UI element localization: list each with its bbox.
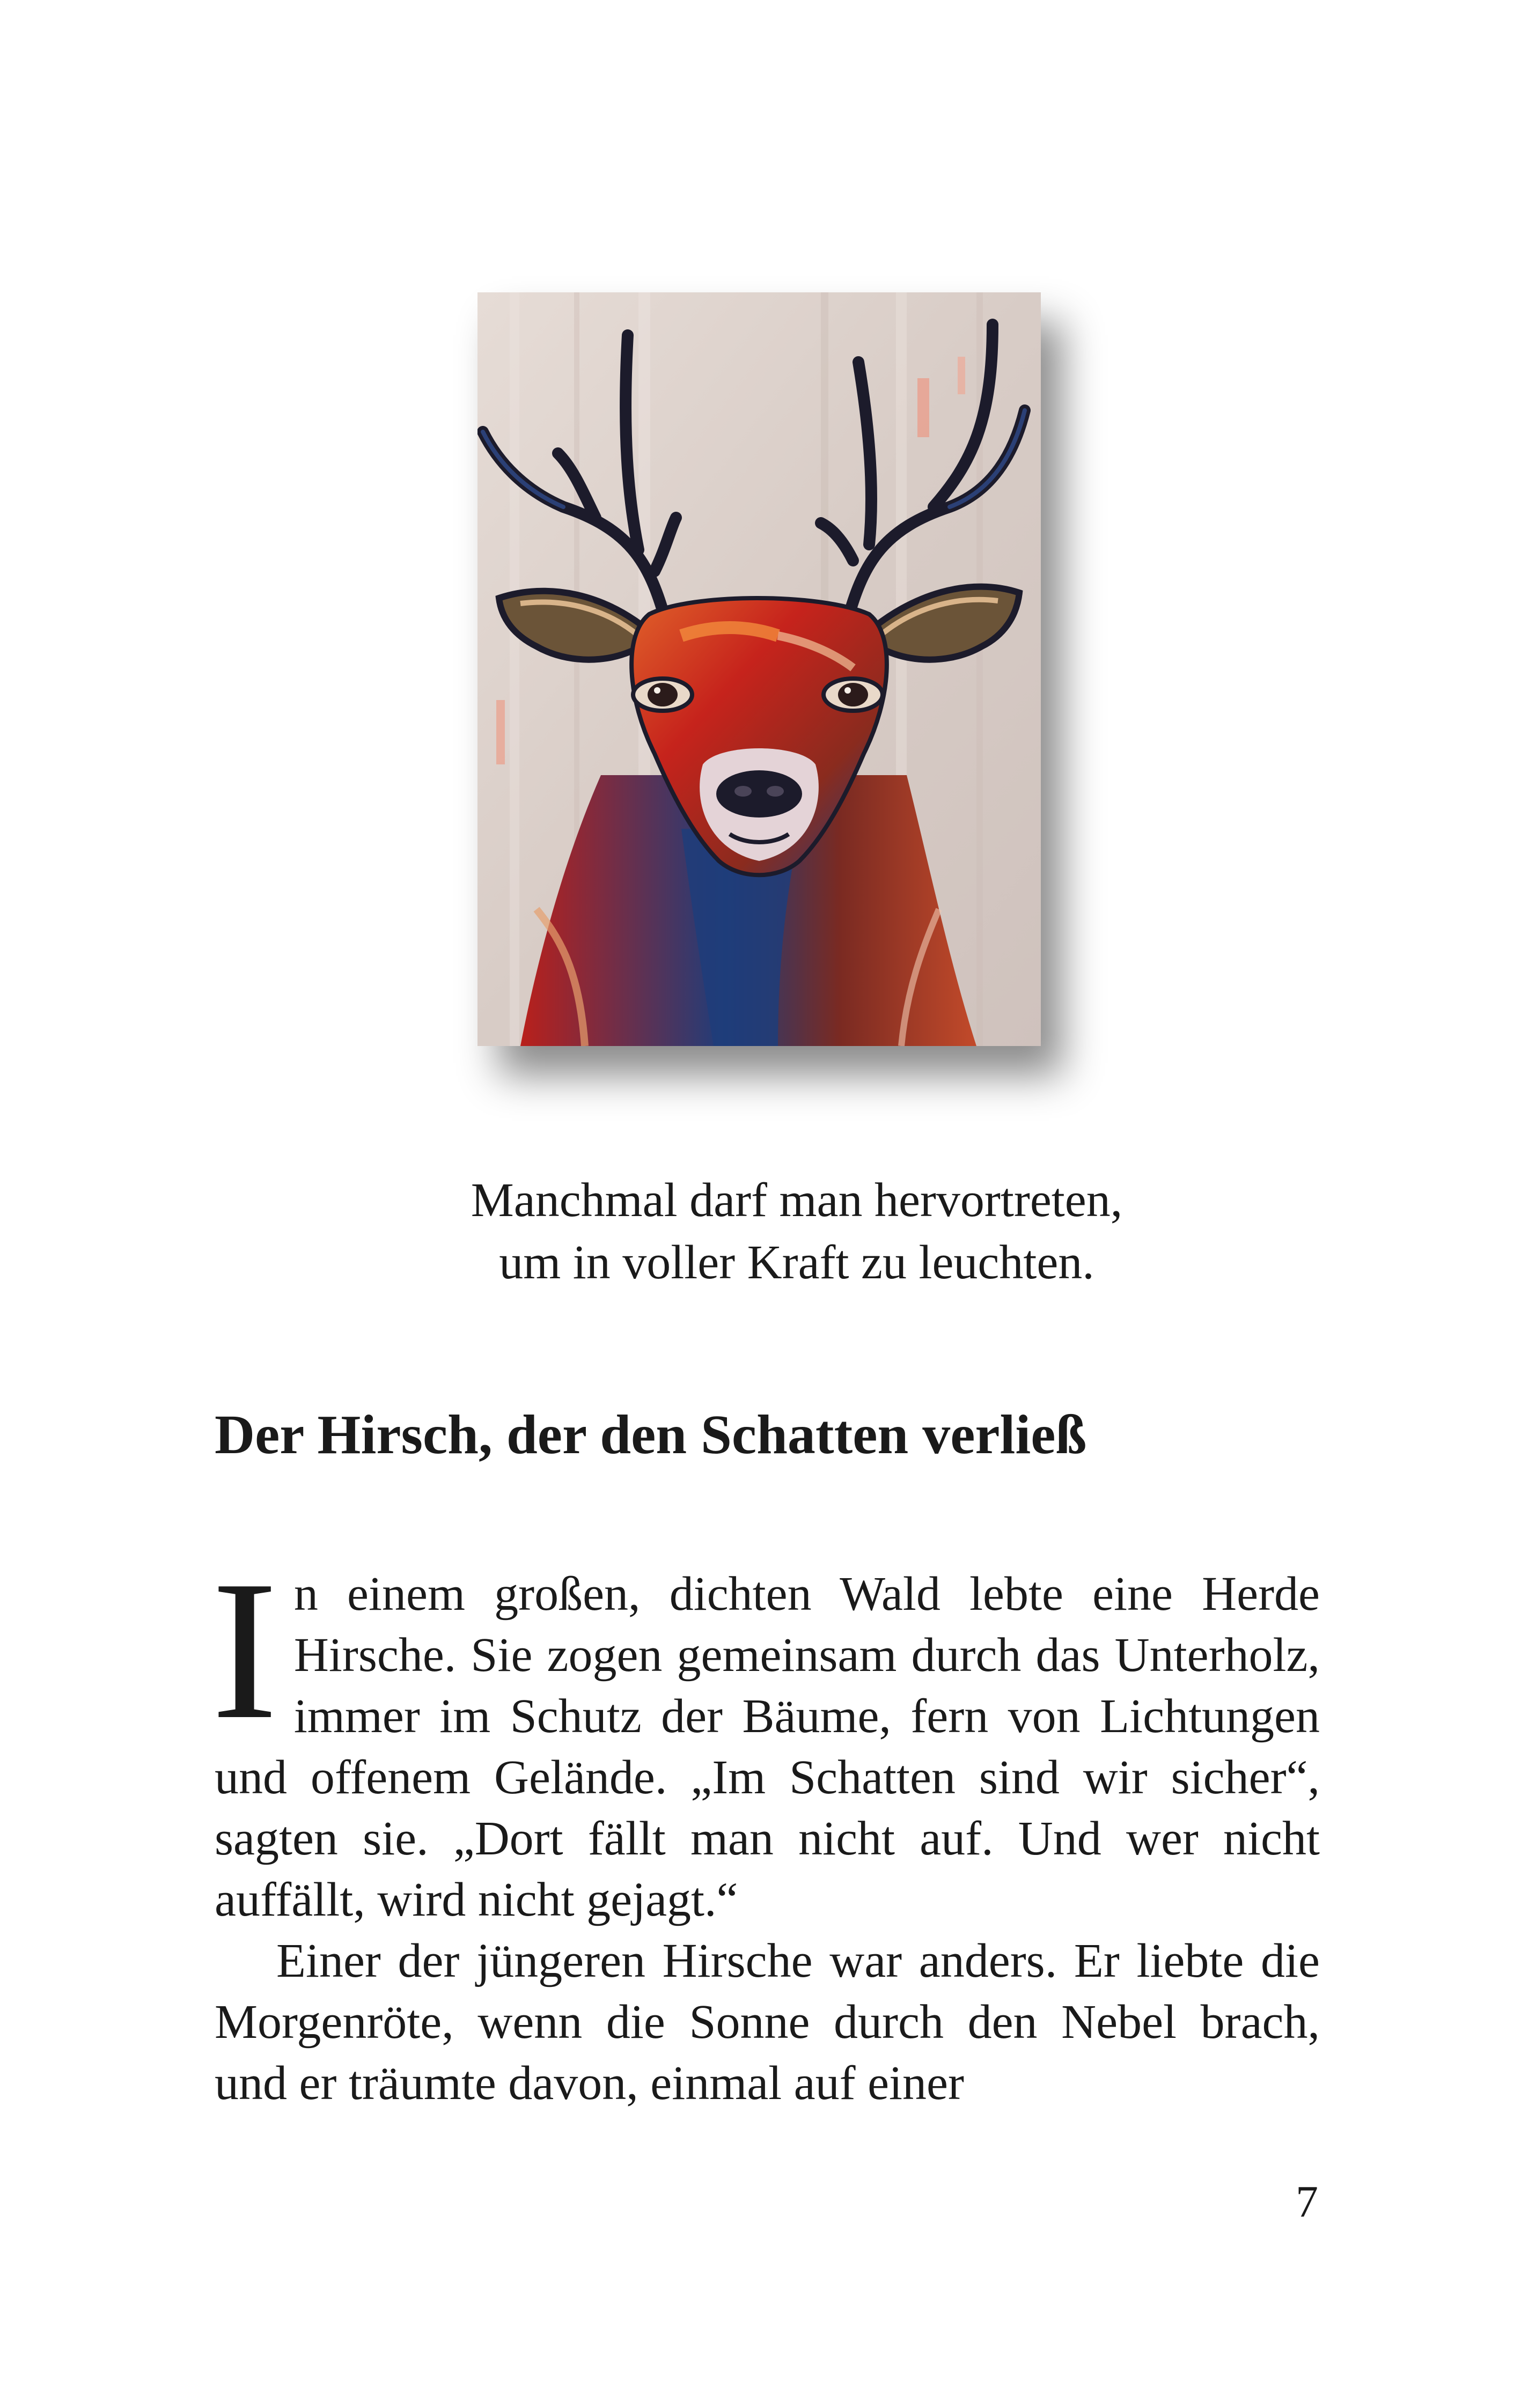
- figure-caption: [215, 1169, 1379, 1294]
- drop-cap: I: [211, 1540, 278, 1761]
- deer-painting: [477, 292, 1041, 1046]
- caption-line-2: um in voller Kraft zu leuchten.: [499, 1236, 1094, 1289]
- body-text: [211, 1540, 1320, 2114]
- chapter-title: Der Hirsch, der den Schatten verließ: [215, 1404, 1087, 1466]
- caption-line-1: Manchmal darf man hervortreten,: [471, 1174, 1123, 1227]
- deer-painting-image: [477, 292, 1041, 1046]
- paragraph-1-text: n einem großen, dichten Wald lebte eine Herde Hirsche. Sie zogen gemeinsam durch das Unterholz, immer im Schutz der Bäume, fern von Lichtungen und offenem Gelände. „Im Schatten sind wir sicher“, sagten sie. „Dort fällt man nicht auf. Und wer nicht auffällt, wird nicht gejagt.“: [215, 1567, 1320, 1926]
- paragraph-1: [211, 1540, 1320, 1931]
- paragraph-2: Einer der jüngeren Hirsche war anders. Er liebte die Morgenröte, wenn die Sonne durch den Nebel brach, und er träumte davon, einmal auf einer: [215, 1934, 1320, 2110]
- page-number: 7: [1296, 2177, 1318, 2227]
